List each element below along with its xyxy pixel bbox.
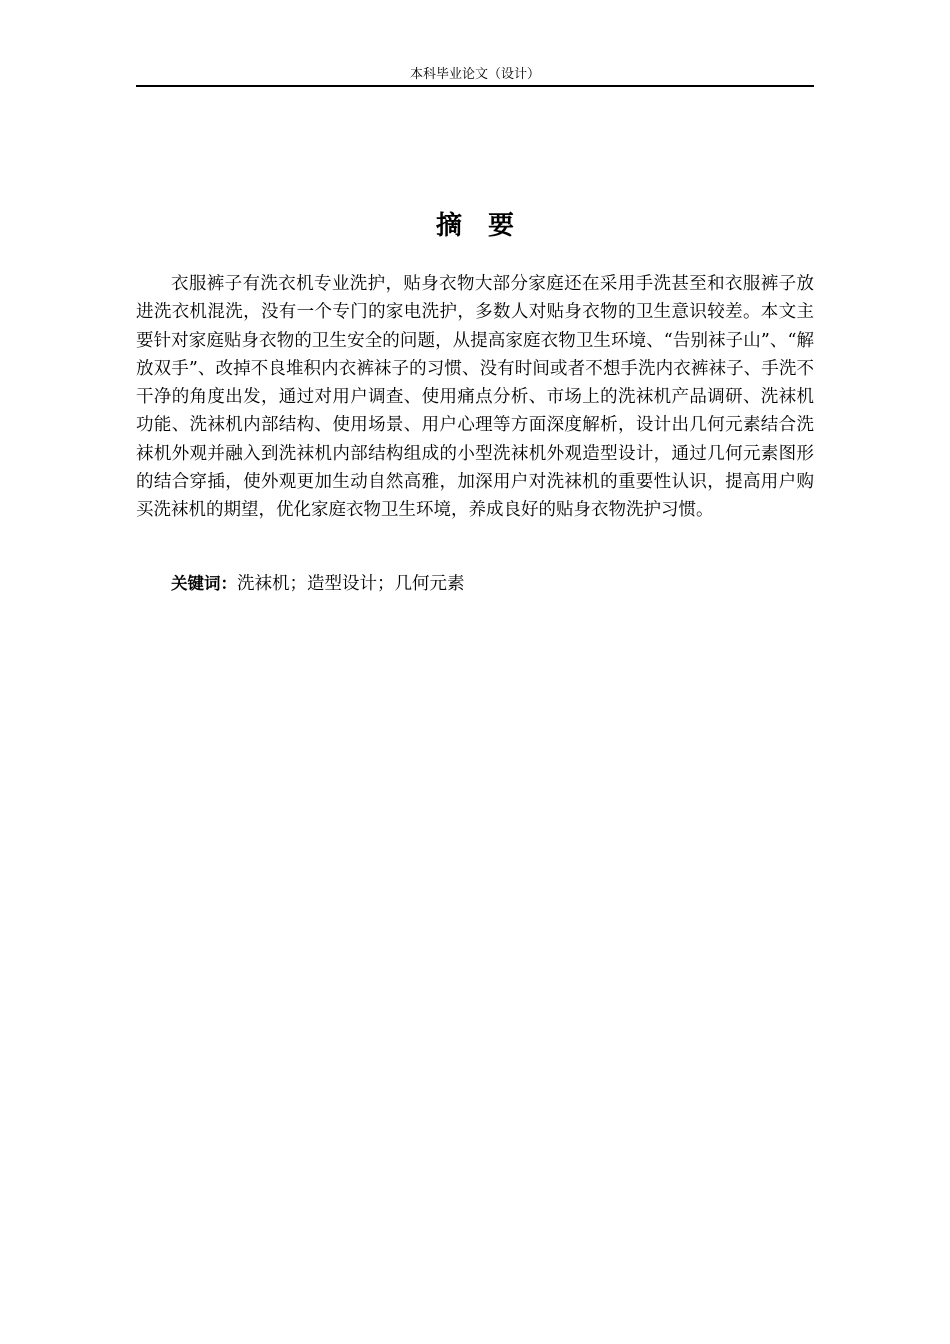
abstract-body: 衣服裤子有洗衣机专业洗护，贴身衣物大部分家庭还在采用手洗甚至和衣服裤子放进洗衣机混洗，没有一个专门的家电洗护，多数人对贴身衣物的卫生意识较差。本文主要针对家庭贴身衣物的卫生安全的问题，从提高家庭衣物卫生环境、“告别袜子山”、“解放双手”、改掉不良堆积内衣裤袜子的习惯、没有时间或者不想手洗内衣裤袜子、手洗不干净的角度出发，通过对用户调查、使用痛点分析、市场上的洗袜机产品调研、洗袜机功能、洗袜机内部结构、使用场景、用户心理等方面深度解析，设计出几何元素结合洗袜机外观并融入到洗袜机内部结构组成的小型洗袜机外观造型设计，通过几何元素图形的结合穿插，使外观更加生动自然高雅，加深用户对洗袜机的重要性认识，提高用户购买洗袜机的期望，优化家庭衣物卫生环境，养成良好的贴身衣物洗护习惯。 <box>136 274 814 521</box>
keywords-line <box>136 570 814 598</box>
header-rule <box>136 85 814 87</box>
keywords-label: 关键词： <box>171 574 237 593</box>
running-header: 本科毕业论文（设计） <box>409 67 540 82</box>
keywords-value: 洗袜机；造型设计；几何元素 <box>237 574 465 594</box>
abstract-title: 摘 要 <box>435 211 514 241</box>
